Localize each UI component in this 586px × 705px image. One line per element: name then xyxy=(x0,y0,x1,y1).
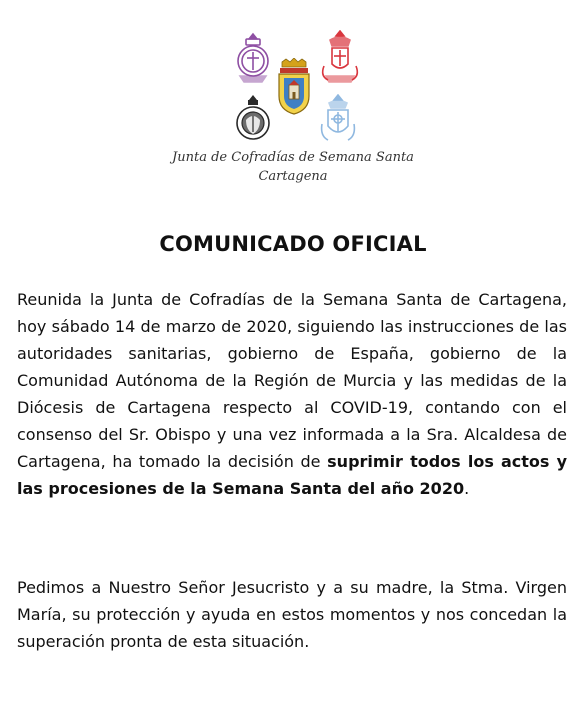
paragraph-main-text: Reunida la Junta de Cofradías de la Semana Santa de Cartagena, hoy sábado 14 de marzo de 2020, siguiendo las instrucciones de las autoridades sanitarias, gobierno de España, gobierno de la Comunidad Autónoma de la Región de Murcia y las medidas de la Diócesis de Cartagena respecto al COVID-19, contando con el consenso del Sr. Obispo y una vez informada a la Sra. Alcaldesa de Cartagena, ha tomado la decisión de xyxy=(17,290,567,471)
paragraph-main xyxy=(17,286,567,502)
black-cofradia-crest-icon xyxy=(232,94,274,144)
header-logo-block xyxy=(0,22,586,192)
red-cofradia-crest-icon xyxy=(318,30,362,84)
paragraph-main-end: . xyxy=(464,479,470,498)
paragraph-closing: Pedimos a Nuestro Señor Jesucristo y a su madre, la Stma. Virgen María, su protección y ayuda en estos momentos y nos concedan la superación pronta de esta situación. xyxy=(17,578,567,651)
page-title: COMUNICADO OFICIAL xyxy=(159,232,427,256)
org-name-line1: Junta de Cofradías de Semana Santa xyxy=(172,150,414,165)
cartagena-city-shield-icon xyxy=(274,58,314,116)
purple-cofradia-crest-icon xyxy=(232,32,274,84)
paragraph-main-bold-text: suprimir todos los actos y las procesiones de la Semana Santa del año 2020 xyxy=(17,452,567,498)
blue-cofradia-crest-icon xyxy=(316,94,360,144)
org-name-line2: Cartagena xyxy=(258,169,328,184)
